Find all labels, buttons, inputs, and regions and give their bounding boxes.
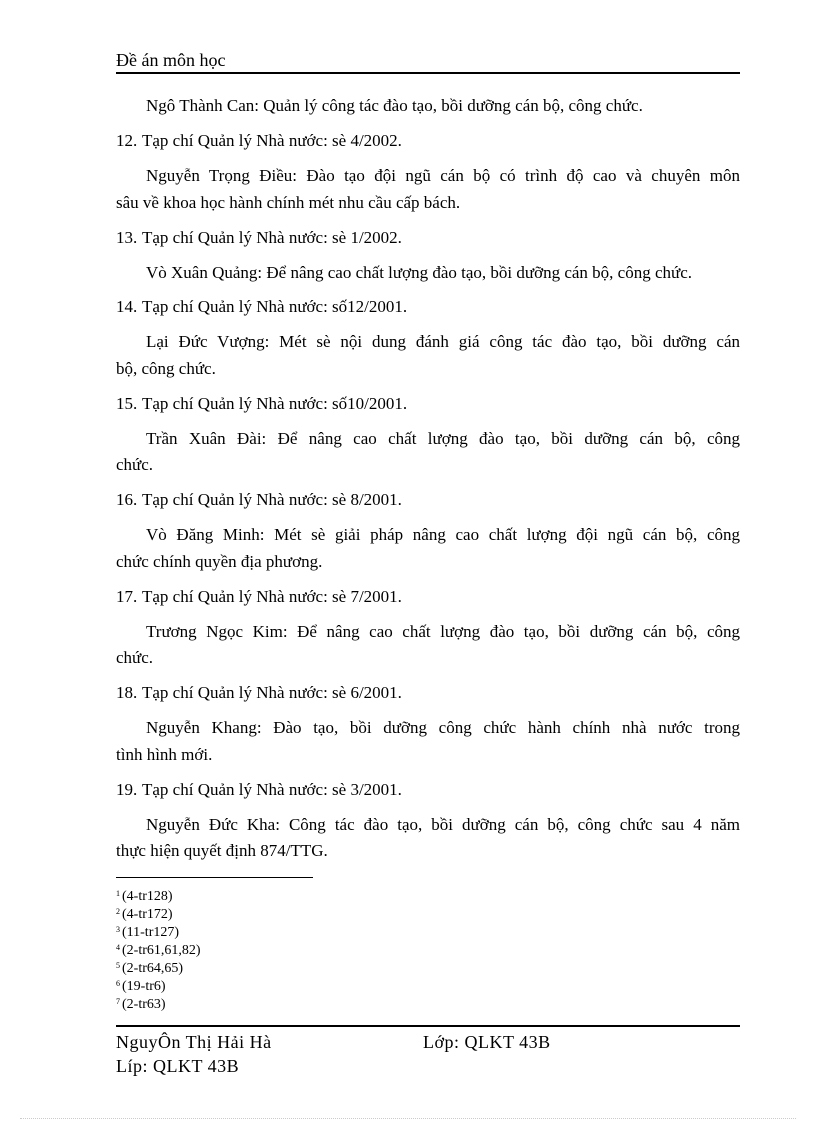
- reference-source: Tạp chí Quản lý Nhà nước: sè 4/2002.: [142, 131, 402, 150]
- header-title: Đề án môn học: [116, 50, 226, 70]
- reference-detail-continued: chức.: [116, 455, 154, 474]
- reference-number: 12.: [116, 131, 138, 150]
- reference-number: 15.: [116, 394, 138, 413]
- footnote-mark: 6: [116, 979, 120, 988]
- reference-number: 14.: [116, 297, 138, 316]
- footnote-mark: 3: [116, 925, 120, 934]
- footer-author: NguyÔn Thị Hải Hà: [116, 1032, 272, 1052]
- page-edge-divider: [20, 1118, 796, 1119]
- reference-detail-continued: chức.: [116, 648, 154, 667]
- footnote: [116, 922, 179, 941]
- reference-entry: [116, 131, 740, 151]
- header-divider: [116, 72, 740, 74]
- footnote: [116, 976, 166, 995]
- footnote-text: (2-tr61,61,82): [122, 943, 201, 958]
- reference-entry: [116, 394, 740, 414]
- footnote-mark: 2: [116, 907, 120, 916]
- reference-entry: [116, 587, 740, 607]
- reference-number: 17.: [116, 587, 138, 606]
- reference-detail-continued: bộ, công chức.: [116, 359, 216, 378]
- footer-class-right: Lớp: QLKT 43B: [423, 1032, 551, 1052]
- footnote-mark: 5: [116, 961, 120, 970]
- reference-detail: Nguyễn Khang: Đào tạo, bồi dưỡng công chức hành chính nhà nước trong: [146, 718, 740, 737]
- reference-detail: Trương Ngọc Kim: Để nâng cao chất lượng đào tạo, bồi dưỡng cán bộ, công: [146, 622, 740, 641]
- reference-number: 13.: [116, 228, 138, 247]
- reference-entry: [116, 228, 740, 248]
- footnote-mark: 7: [116, 997, 120, 1006]
- footnote-text: (19-tr6): [122, 979, 166, 994]
- reference-detail-continued: tình hình mới.: [116, 745, 213, 764]
- footnote: [116, 904, 173, 923]
- reference-entry: [116, 780, 740, 800]
- reference-detail: Lại Đức Vượng: Mét sè nội dung đánh giá công tác đào tạo, bồi dưỡng cán: [146, 332, 740, 351]
- reference-source: Tạp chí Quản lý Nhà nước: sè 7/2001.: [142, 587, 402, 606]
- footnote-text: (11-tr127): [122, 925, 180, 940]
- reference-detail: Nguyễn Đức Kha: Công tác đào tạo, bồi dưỡng cán bộ, công chức sau 4 năm: [146, 815, 740, 834]
- reference-source: Tạp chí Quản lý Nhà nước: sè 6/2001.: [142, 683, 402, 702]
- reference-detail-continued: thực hiện quyết định 874/TTG.: [116, 841, 328, 860]
- reference-detail: Vò Xuân Quảng: Để nâng cao chất lượng đào tạo, bồi dưỡng cán bộ, công chức.: [146, 263, 693, 282]
- reference-source: Tạp chí Quản lý Nhà nước: sè 8/2001.: [142, 490, 402, 509]
- footnote-mark: 4: [116, 943, 120, 952]
- reference-detail: Trần Xuân Đài: Để nâng cao chất lượng đào tạo, bồi dưỡng cán bộ, công: [146, 429, 740, 448]
- reference-source: Tạp chí Quản lý Nhà nước: số10/2001.: [142, 394, 408, 413]
- reference-detail-continued: sâu về khoa học hành chính mét nhu cầu cấp bách.: [116, 193, 461, 212]
- reference-source: Tạp chí Quản lý Nhà nước: số12/2001.: [142, 297, 408, 316]
- reference-number: 18.: [116, 683, 138, 702]
- footnote: [116, 886, 173, 905]
- footnote-text: (2-tr64,65): [122, 961, 184, 976]
- footnote: [116, 994, 166, 1013]
- footer-divider: [116, 1025, 740, 1027]
- footnote: [116, 958, 183, 977]
- footnote-text: (4-tr128): [122, 889, 173, 904]
- footnote-mark: 1: [116, 889, 120, 898]
- footer-class-left: Líp: QLKT 43B: [116, 1056, 240, 1076]
- reference-source: Tạp chí Quản lý Nhà nước: sè 1/2002.: [142, 228, 402, 247]
- reference-detail-continued: chức chính quyền địa phương.: [116, 552, 323, 571]
- reference-detail: Vò Đăng Minh: Mét sè giải pháp nâng cao chất lượng đội ngũ cán bộ, công: [146, 525, 740, 544]
- footnote-text: (2-tr63): [122, 997, 166, 1012]
- footnote-divider: [116, 877, 313, 878]
- footnote-text: (4-tr172): [122, 907, 173, 922]
- reference-entry: [116, 683, 740, 703]
- reference-number: 19.: [116, 780, 138, 799]
- reference-entry: [116, 490, 740, 510]
- reference-entry: [116, 297, 740, 317]
- reference-number: 16.: [116, 490, 138, 509]
- reference-detail: Ngô Thành Can: Quản lý công tác đào tạo, bồi dưỡng cán bộ, công chức.: [146, 96, 643, 115]
- footnote: [116, 940, 201, 959]
- reference-source: Tạp chí Quản lý Nhà nước: sè 3/2001.: [142, 780, 402, 799]
- reference-detail: Nguyễn Trọng Điều: Đào tạo đội ngũ cán bộ có trình độ cao và chuyên môn: [146, 166, 740, 185]
